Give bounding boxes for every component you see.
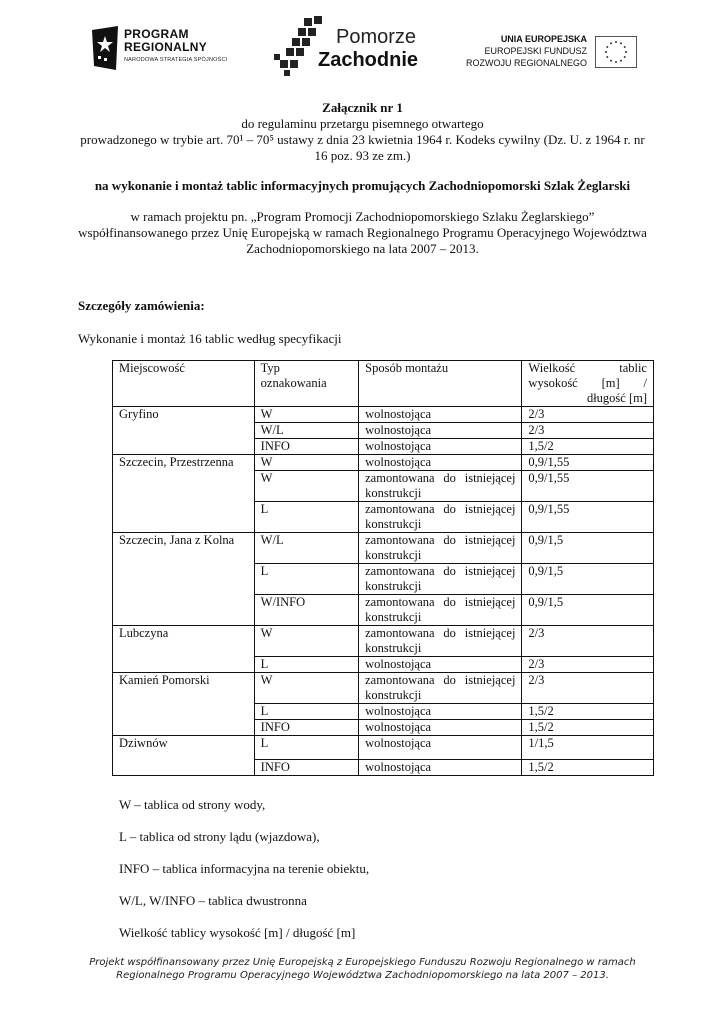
program-regionalny-emblem-icon	[90, 26, 120, 70]
mount-cell: zamontowana do istniejącej konstrukcji	[359, 533, 522, 564]
mount-cell: wolnostojąca	[359, 407, 522, 423]
pomorze-zachodnie-logo	[270, 16, 430, 78]
size-cell: 1,5/2	[522, 439, 654, 455]
type-cell: L	[254, 657, 358, 673]
mount-cell: wolnostojąca	[359, 736, 522, 760]
table-header-row	[113, 361, 654, 407]
place-cell: Szczecin, Jana z Kolna	[113, 533, 255, 626]
size-cell: 0,9/1,5	[522, 533, 654, 564]
footer-line2: Regionalnego Programu Operacyjnego Województwa Zachodniopomorskiego na lata 2007 – 2013.	[116, 970, 609, 981]
type-cell: L	[254, 564, 358, 595]
project-line2: współfinansowanego przez Unię Europejską w ramach Regionalnego Programu Operacyjnego Województwa	[78, 225, 647, 240]
size-cell: 2/3	[522, 626, 654, 657]
header-line4: 16 poz. 93 ze zm.)	[314, 148, 411, 163]
place-cell: Gryfino	[113, 407, 255, 455]
legend-info: INFO – tablica informacyjna na terenie obiektu,	[119, 861, 370, 876]
size-cell: 2/3	[522, 673, 654, 704]
legend-double: W/L, W/INFO – tablica dwustronna	[119, 893, 307, 908]
mount-cell: wolnostojąca	[359, 720, 522, 736]
size-cell: 0,9/1,5	[522, 595, 654, 626]
size-cell: 2/3	[522, 423, 654, 439]
type-cell: INFO	[254, 439, 358, 455]
size-cell: 1,5/2	[522, 704, 654, 720]
header-wielkosc: Wielkość tablic wysokość [m] / długość [m]	[522, 361, 654, 407]
header-miejscowosc: Miejscowość	[113, 361, 255, 407]
eu-line2: EUROPEJSKI FUNDUSZ	[484, 46, 587, 56]
program-regionalny-logo	[90, 26, 240, 76]
table-row	[113, 736, 654, 760]
project-line3: Zachodniopomorskiego na lata 2007 – 2013.	[246, 241, 479, 256]
pomorze-zachodnie-line2: Zachodnie	[318, 49, 419, 71]
type-cell: W/L	[254, 423, 358, 439]
eu-line3: ROZWOJU REGIONALNEGO	[465, 58, 587, 68]
eu-line1: UNIA EUROPEJSKA	[500, 34, 587, 44]
pomorze-zachodnie-line1: Pomorze	[336, 26, 417, 48]
project-line1: w ramach projektu pn. „Program Promocji Zachodniopomorskiego Szlaku Żeglarskiego”	[130, 209, 595, 224]
mount-cell: wolnostojąca	[359, 760, 522, 776]
header-typ: Typ oznakowania	[254, 361, 358, 407]
size-cell: 0,9/1,55	[522, 471, 654, 502]
type-cell: INFO	[254, 720, 358, 736]
specification-table	[112, 360, 654, 776]
table-row	[113, 533, 654, 564]
mount-cell: zamontowana do istniejącej konstrukcji	[359, 673, 522, 704]
mount-cell: zamontowana do istniejącej konstrukcji	[359, 471, 522, 502]
mount-cell: wolnostojąca	[359, 455, 522, 471]
table-row	[113, 626, 654, 657]
type-cell: W	[254, 673, 358, 704]
program-regionalny-line2: REGIONALNY	[124, 40, 208, 54]
section-heading: Szczegóły zamówienia:	[78, 298, 205, 313]
document-subject: na wykonanie i montaż tablic informacyjnych promujących Zachodniopomorski Szlak Żeglarski	[94, 178, 631, 193]
mount-cell: wolnostojąca	[359, 423, 522, 439]
table-row	[113, 673, 654, 704]
place-cell: Dziwnów	[113, 736, 255, 776]
mount-cell: zamontowana do istniejącej konstrukcji	[359, 564, 522, 595]
size-cell: 2/3	[522, 657, 654, 673]
program-regionalny-line1: PROGRAM	[124, 27, 189, 41]
size-cell: 0,9/1,55	[522, 502, 654, 533]
page-footer	[60, 956, 665, 982]
size-cell: 2/3	[522, 407, 654, 423]
type-cell: W/L	[254, 533, 358, 564]
type-cell: W/INFO	[254, 595, 358, 626]
size-cell: 1,5/2	[522, 760, 654, 776]
mount-cell: wolnostojąca	[359, 704, 522, 720]
size-cell: 0,9/1,55	[522, 455, 654, 471]
place-cell: Kamień Pomorski	[113, 673, 255, 736]
mount-cell: wolnostojąca	[359, 439, 522, 455]
place-cell: Lubczyna	[113, 626, 255, 673]
legend-l: L – tablica od strony lądu (wjazdowa),	[119, 829, 320, 844]
type-cell: L	[254, 704, 358, 720]
mount-cell: zamontowana do istniejącej konstrukcji	[359, 595, 522, 626]
type-cell: INFO	[254, 760, 358, 776]
eu-flag-icon	[595, 36, 637, 68]
mount-cell: wolnostojąca	[359, 657, 522, 673]
header-line3: prowadzonego w trybie art. 70¹ – 70⁵ ustawy z dnia 23 kwietnia 1964 r. Kodeks cywilny (Dz. U. z 1964 r. nr	[80, 132, 645, 147]
header-line2: do regulaminu przetargu pisemnego otwartego	[241, 116, 484, 131]
size-cell: 1,5/2	[522, 720, 654, 736]
legend-w: W – tablica od strony wody,	[119, 797, 266, 812]
document-title: Załącznik nr 1	[322, 100, 403, 115]
table-row	[113, 455, 654, 471]
mount-cell: zamontowana do istniejącej konstrukcji	[359, 502, 522, 533]
legend-size: Wielkość tablicy wysokość [m] / długość [m]	[119, 925, 356, 940]
logo-row	[0, 14, 725, 76]
footer-line1: Projekt współfinansowany przez Unię Europejską z Europejskiego Funduszu Rozwoju Regionalnego w ramach	[89, 957, 636, 968]
size-cell: 1/1,5	[522, 736, 654, 760]
table-row	[113, 407, 654, 423]
eu-logo	[462, 34, 637, 76]
type-cell: L	[254, 736, 358, 760]
header-sposob: Sposób montażu	[359, 361, 522, 407]
mount-cell: zamontowana do istniejącej konstrukcji	[359, 626, 522, 657]
place-cell: Szczecin, Przestrzenna	[113, 455, 255, 533]
type-cell: W	[254, 455, 358, 471]
program-regionalny-tagline: NARODOWA STRATEGIA SPÓJNOŚCI	[124, 57, 228, 63]
type-cell: W	[254, 471, 358, 502]
type-cell: W	[254, 626, 358, 657]
type-cell: W	[254, 407, 358, 423]
size-cell: 0,9/1,5	[522, 564, 654, 595]
type-cell: L	[254, 502, 358, 533]
section-intro: Wykonanie i montaż 16 tablic według specyfikacji	[78, 331, 342, 346]
